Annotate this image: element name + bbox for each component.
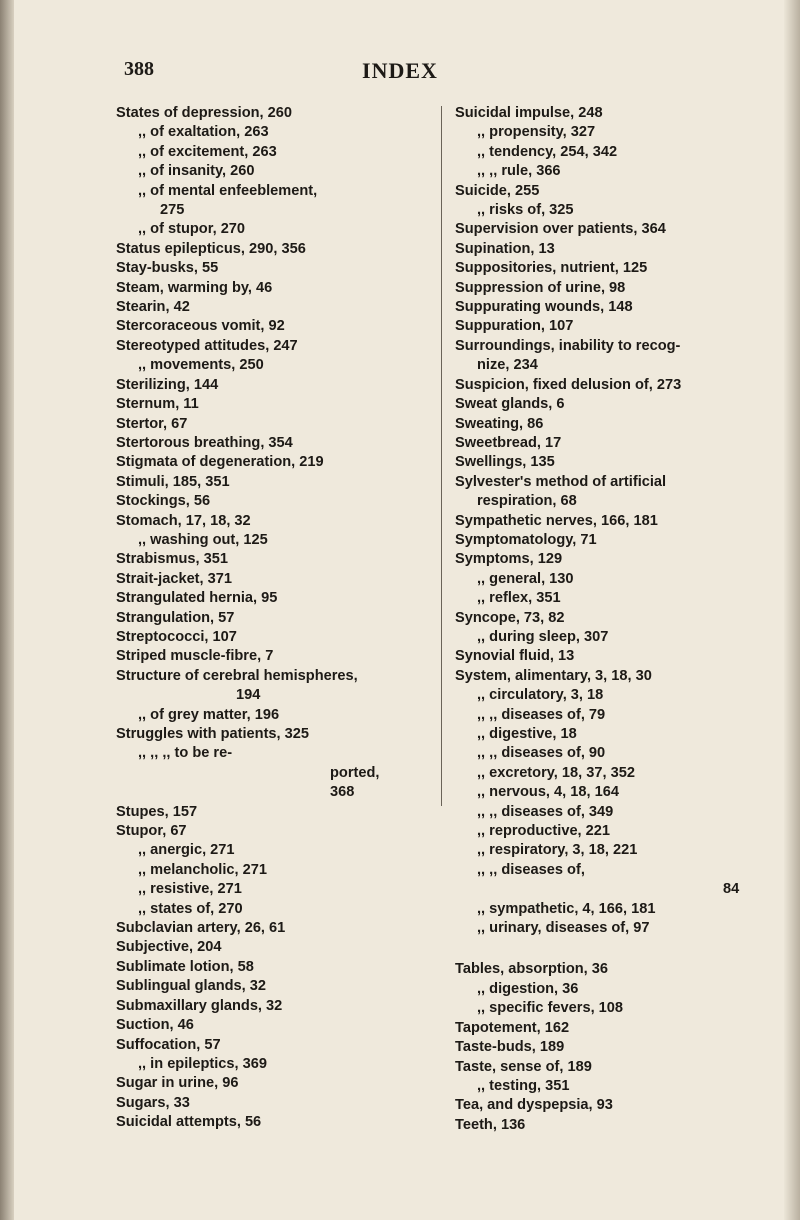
index-entry: respiration, 68: [477, 493, 577, 510]
index-entry: ,, specific fevers, 108: [477, 1000, 624, 1017]
index-entry: 275: [160, 202, 185, 219]
index-entry: ,, reflex, 351: [477, 590, 561, 607]
index-entry: System, alimentary, 3, 18, 30: [455, 667, 652, 684]
index-entry: Sublimate lotion, 58: [116, 958, 254, 975]
index-entry: ,, excretory, 18, 37, 352: [477, 764, 635, 781]
index-entry: ,, ,, diseases of, 79: [477, 706, 606, 723]
index-entry: Subclavian artery, 26, 61: [116, 920, 286, 937]
index-entry: ,, circulatory, 3, 18: [477, 687, 604, 704]
page-title: INDEX: [362, 58, 438, 83]
index-entry: Stereotyped attitudes, 247: [116, 337, 298, 354]
index-entry: ,, of insanity, 260: [138, 163, 255, 180]
index-entry: Strangulated hernia, 95: [116, 590, 278, 607]
index-entry: States of depression, 260: [116, 105, 293, 121]
index-entry: Synovial fluid, 13: [455, 648, 575, 665]
index-entry: Submaxillary glands, 32: [116, 997, 283, 1014]
book-binding-edge: [0, 0, 14, 1220]
index-entry: ,, ,, rule, 366: [477, 163, 561, 180]
index-entry: Stay-busks, 55: [116, 260, 219, 277]
index-entry: Sympathetic nerves, 166, 181: [455, 512, 658, 529]
index-entry: Supervision over patients, 364: [455, 221, 666, 238]
index-entry: ,, nervous, 4, 18, 164: [477, 784, 619, 801]
index-entry: ported,: [330, 764, 380, 781]
index-entry: ,, during sleep, 307: [477, 628, 609, 645]
index-entry: ,, ,, diseases of, 90: [477, 745, 606, 762]
index-entry: ,, melancholic, 271: [138, 861, 267, 878]
index-entry: Tapotement, 162: [455, 1019, 570, 1036]
index-entry: ,, ,, diseases of, 349: [477, 803, 614, 820]
index-entry: Structure of cerebral hemispheres,: [116, 667, 358, 684]
index-entry: ,, ,, ,, to be re-: [138, 745, 233, 762]
index-entry: Status epilepticus, 290, 356: [116, 240, 306, 257]
index-entry: Symptomatology, 71: [455, 531, 597, 548]
index-entry: Sweetbread, 17: [455, 434, 562, 451]
index-entry: Stockings, 56: [116, 493, 211, 510]
index-entry: Sweat glands, 6: [455, 396, 565, 413]
index-entry: Tables, absorption, 36: [455, 961, 608, 978]
index-entry: ,, urinary, diseases of, 97: [477, 920, 650, 937]
index-entry: Taste, sense of, 189: [455, 1058, 592, 1075]
index-entry: ,, digestion, 36: [477, 980, 579, 997]
index-column-left: [116, 104, 428, 1133]
index-entry: ,, of stupor, 270: [138, 221, 246, 238]
index-entry: ,, of grey matter, 196: [138, 706, 280, 723]
index-entry: Suppurating wounds, 148: [455, 299, 633, 316]
index-column-right: [455, 104, 785, 1135]
index-entry: Suffocation, 57: [116, 1036, 221, 1053]
index-entry: Tea, and dyspepsia, 93: [455, 1097, 613, 1114]
index-entry: Suicidal attempts, 56: [116, 1114, 262, 1131]
index-entry: ,, digestive, 18: [477, 726, 577, 742]
index-entry: Sweating, 86: [455, 415, 544, 432]
index-entry: ,, propensity, 327: [477, 124, 596, 141]
index-entry: Strabismus, 351: [116, 551, 228, 568]
index-entry: ,, respiratory, 3, 18, 221: [477, 842, 638, 859]
index-entry: 84: [723, 881, 740, 898]
index-entry: Sugar in urine, 96: [116, 1075, 239, 1092]
index-entry: ,, of mental enfeeblement,: [138, 182, 318, 199]
index-entry: Subjective, 204: [116, 939, 222, 956]
index-entry: ,, of excitement, 263: [138, 143, 277, 160]
index-entry: ,, tendency, 254, 342: [477, 143, 618, 160]
index-entry: 194: [236, 687, 261, 704]
index-entry: Sugars, 33: [116, 1094, 190, 1111]
index-entry: Sterilizing, 144: [116, 376, 219, 393]
index-entry: Strangulation, 57: [116, 609, 235, 626]
index-entry: Stearin, 42: [116, 299, 190, 316]
index-entry: [455, 938, 785, 960]
index-entry: Strait-jacket, 371: [116, 570, 233, 587]
index-entry: ,, states of, 270: [138, 900, 243, 917]
index-entry: Stupor, 67: [116, 823, 187, 840]
index-entry: Suspicion, fixed delusion of, 273: [455, 376, 682, 393]
index-entry: ,, movements, 250: [138, 357, 264, 374]
index-entry: 368: [330, 784, 355, 801]
index-entry: ,, ,, diseases of,: [477, 861, 585, 878]
index-entry: ,, testing, 351: [477, 1077, 570, 1094]
index-entry: Sylvester's method of artificial: [455, 473, 667, 490]
index-entry: Surroundings, inability to recog-: [455, 337, 681, 354]
index-entry: Suppression of urine, 98: [455, 279, 626, 296]
index-entry: ,, sympathetic, 4, 166, 181: [477, 900, 656, 917]
index-entry: Stigmata of degeneration, 219: [116, 454, 324, 471]
index-entry: Stercoraceous vomit, 92: [116, 318, 285, 335]
index-entry: ,, anergic, 271: [138, 842, 235, 859]
index-entry: Sternum, 11: [116, 396, 199, 413]
index-entry: Sublingual glands, 32: [116, 978, 267, 995]
index-entry: Stertor, 67: [116, 415, 188, 432]
index-entry: Supination, 13: [455, 240, 555, 257]
page-header: [0, 58, 800, 88]
index-entry: Taste-buds, 189: [455, 1039, 565, 1056]
index-entry: Suppuration, 107: [455, 318, 574, 335]
index-entry: Stimuli, 185, 351: [116, 473, 230, 490]
index-entry: nize, 234: [477, 357, 538, 374]
index-entry: ,, washing out, 125: [138, 531, 268, 548]
page-edge: [784, 0, 800, 1220]
index-entry: Stupes, 157: [116, 803, 198, 820]
index-entry: Streptococci, 107: [116, 628, 237, 645]
index-entry: Teeth, 136: [455, 1116, 526, 1133]
index-entry: Symptoms, 129: [455, 551, 563, 568]
index-entry: ,, general, 130: [477, 570, 574, 587]
index-entry: Suppositories, nutrient, 125: [455, 260, 648, 277]
index-entry: Stomach, 17, 18, 32: [116, 512, 251, 529]
index-entry: Struggles with patients, 325: [116, 726, 310, 742]
index-entry: ,, resistive, 271: [138, 881, 242, 898]
index-entry: ,, in epileptics, 369: [138, 1055, 267, 1072]
index-entry: Swellings, 135: [455, 454, 555, 471]
index-entry: Syncope, 73, 82: [455, 609, 565, 626]
page-number: 388: [124, 58, 154, 80]
index-entry: ,, risks of, 325: [477, 202, 574, 219]
index-entry: Striped muscle-fibre, 7: [116, 648, 274, 665]
index-entry: Suction, 46: [116, 1017, 194, 1034]
index-entry: Stertorous breathing, 354: [116, 434, 293, 451]
index-entry: ,, reproductive, 221: [477, 823, 611, 840]
column-divider: [441, 106, 442, 806]
index-entry: Suicidal impulse, 248: [455, 105, 603, 121]
index-entry: Suicide, 255: [455, 182, 540, 199]
index-entry: Steam, warming by, 46: [116, 279, 273, 296]
index-entry: ,, of exaltation, 263: [138, 124, 269, 141]
